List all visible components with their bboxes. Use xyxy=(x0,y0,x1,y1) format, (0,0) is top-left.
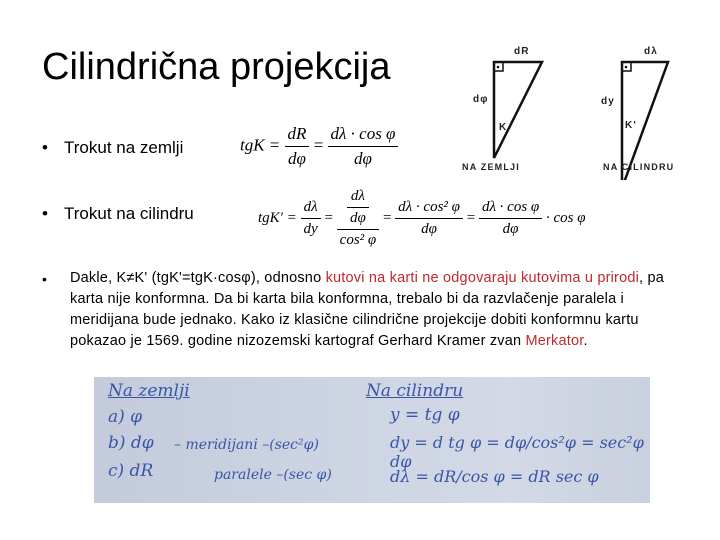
formula-tail: · cos φ xyxy=(545,209,586,226)
handwritten-row-c-note: paralele –(sec φ) xyxy=(214,467,332,483)
handwritten-row-b: b) dφ xyxy=(108,433,154,453)
bullet-trokut-zemlja xyxy=(42,137,183,159)
paragraph-text: Dakle, K≠K' (tgK'=tgK·cosφ), odnosno xyxy=(70,270,326,286)
triangle-earth-top-label: dR xyxy=(514,46,530,57)
slide-title: Cilindrična projekcija xyxy=(42,46,391,88)
bullet-marker: • xyxy=(42,138,48,157)
compound-fraction: $\frac{\frac{d\lambda}{d\varphi}}{\text{cos² φ}}$ xyxy=(337,188,380,249)
formula-tgk-prime xyxy=(258,188,586,249)
handwritten-row-a: a) φ xyxy=(108,407,143,427)
handwritten-r1: y = tg φ xyxy=(390,405,460,425)
formula-tgk xyxy=(240,124,398,169)
formula-lhs: tgK = xyxy=(240,135,281,155)
triangle-earth-angle-label: K xyxy=(499,122,508,133)
handwritten-left-header: Na zemlji xyxy=(108,381,190,401)
paragraph-highlight-merkator: Merkator xyxy=(525,333,584,349)
equals-sign: = xyxy=(324,209,333,226)
fraction: $\frac{\text{dλ · cos² φ}}{d\varphi}$ xyxy=(395,199,463,238)
equals-sign: = xyxy=(382,209,392,226)
handwritten-r3: dλ = dR/cos φ = dR sec φ xyxy=(390,467,599,486)
bullet-marker: • xyxy=(42,271,47,287)
bullet-text: Trokut na cilindru xyxy=(64,204,194,223)
triangle-earth-shape xyxy=(494,62,542,158)
handwritten-row-b-note: – meridijani –(sec²φ) xyxy=(174,437,319,453)
triangle-cylinder-top-label: dλ xyxy=(644,46,659,57)
triangle-earth-diagram xyxy=(470,40,580,180)
fraction: $\frac{\text{dλ · cos φ}}{d\varphi}$ xyxy=(479,199,542,238)
triangle-cylinder-angle-label: K' xyxy=(625,120,637,131)
bullet-marker: • xyxy=(42,204,48,223)
fraction: $\frac{d\lambda}{dy}$ xyxy=(301,199,321,238)
triangle-earth-caption: NA ZEMLJI xyxy=(462,162,520,172)
formula-lhs: tgK' = xyxy=(258,209,297,226)
triangle-cylinder-caption: NA CILINDRU xyxy=(603,162,675,172)
fraction: $\frac{\text{dλ · cos φ}}{d\varphi}$ xyxy=(328,124,399,169)
paragraph-text: , pa karta nije konformna. Da bi karta bila konformna, trebalo bi da razvlačenje paralela i meridijana bude jednako. Kako iz klasične cilindrične projekcije dobiti konformnu kartu pokazao je 1569. godine nizozemski kartograf Gerhard Kramer zvan xyxy=(70,270,665,349)
handwritten-right-header: Na cilindru xyxy=(366,381,464,401)
paragraph-highlight: kutovi na karti ne odgovaraju kutovima u prirodi xyxy=(325,270,640,286)
bullet-text: Trokut na zemlji xyxy=(64,138,184,157)
handwritten-r2: dy = d tg φ = dφ/cos²φ = sec²φ dφ xyxy=(390,433,644,471)
conclusion-paragraph xyxy=(70,268,670,352)
handwritten-notes-photo xyxy=(94,377,650,503)
equals-sign: = xyxy=(313,135,324,155)
equals-sign: = xyxy=(466,209,476,226)
triangle-earth-side-label: dφ xyxy=(473,94,489,105)
fraction: $\frac{dR}{d\varphi}$ xyxy=(285,124,310,169)
right-angle-dot xyxy=(497,66,500,69)
right-angle-dot xyxy=(625,66,628,69)
paragraph-text: . xyxy=(583,333,588,349)
bullet-trokut-cilindar xyxy=(42,203,194,225)
triangle-cylinder-side-label: dy xyxy=(601,96,616,107)
handwritten-row-c: c) dR xyxy=(108,461,154,481)
triangle-cylinder-diagram xyxy=(600,40,710,180)
